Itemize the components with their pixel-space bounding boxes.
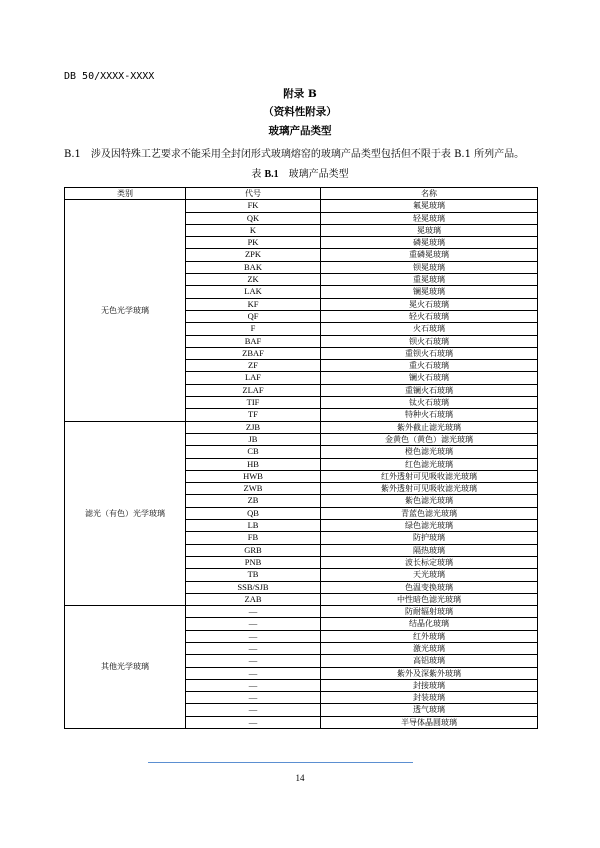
name-cell: 重冕玻璃: [321, 274, 538, 286]
table-row: [65, 200, 538, 212]
code-cell: ZB: [186, 495, 321, 507]
name-cell: 轻冕玻璃: [321, 212, 538, 224]
code-cell: ZPK: [186, 249, 321, 261]
name-cell: 特种火石玻璃: [321, 409, 538, 421]
code-cell: PK: [186, 237, 321, 249]
footer-divider: [148, 762, 413, 763]
name-cell: 磷冕玻璃: [321, 237, 538, 249]
code-cell: SSB/SJB: [186, 581, 321, 593]
header-code: 代号: [186, 188, 321, 200]
code-cell: TF: [186, 409, 321, 421]
name-cell: 绿色滤光玻璃: [321, 520, 538, 532]
code-cell: QK: [186, 212, 321, 224]
name-cell: 红外玻璃: [321, 630, 538, 642]
name-cell: 橙色滤光玻璃: [321, 446, 538, 458]
name-cell: 中性暗色滤光玻璃: [321, 593, 538, 605]
name-cell: 激光玻璃: [321, 642, 538, 654]
code-cell: —: [186, 655, 321, 667]
code-cell: BAF: [186, 335, 321, 347]
table-row: [65, 606, 538, 618]
name-cell: 红色滤光玻璃: [321, 458, 538, 470]
code-cell: ZK: [186, 274, 321, 286]
code-cell: LB: [186, 520, 321, 532]
table-row: [65, 421, 538, 433]
page-number: 14: [295, 773, 305, 783]
code-cell: FB: [186, 532, 321, 544]
header-name: 名称: [321, 188, 538, 200]
name-cell: 紫外及深紫外玻璃: [321, 667, 538, 679]
table-body: [65, 200, 538, 729]
annex-title: 附录 B: [283, 88, 317, 100]
code-cell: ZJB: [186, 421, 321, 433]
document-code: DB 50/XXXX-XXXX: [64, 71, 155, 82]
code-cell: GRB: [186, 544, 321, 556]
code-cell: TB: [186, 569, 321, 581]
code-cell: —: [186, 716, 321, 728]
name-cell: 防耐辐射玻璃: [321, 606, 538, 618]
name-cell: 轻火石玻璃: [321, 310, 538, 322]
code-cell: KF: [186, 298, 321, 310]
category-cell: 无色光学玻璃: [65, 200, 186, 421]
name-cell: 防护玻璃: [321, 532, 538, 544]
name-cell: 钛火石玻璃: [321, 397, 538, 409]
caption-title: 玻璃产品类型: [278, 169, 349, 180]
code-cell: —: [186, 679, 321, 691]
code-cell: ZBAF: [186, 347, 321, 359]
caption-prefix: 表: [251, 169, 265, 180]
code-cell: ZWB: [186, 483, 321, 495]
code-cell: CB: [186, 446, 321, 458]
code-cell: ZLAF: [186, 384, 321, 396]
code-cell: LAF: [186, 372, 321, 384]
name-cell: 钡火石玻璃: [321, 335, 538, 347]
name-cell: 青蓝色滤光玻璃: [321, 507, 538, 519]
name-cell: 透气玻璃: [321, 704, 538, 716]
name-cell: 隔热玻璃: [321, 544, 538, 556]
code-cell: HWB: [186, 470, 321, 482]
name-cell: 高铝玻璃: [321, 655, 538, 667]
name-cell: 氟冕玻璃: [321, 200, 538, 212]
code-cell: LAK: [186, 286, 321, 298]
code-cell: K: [186, 224, 321, 236]
code-cell: BAK: [186, 261, 321, 273]
code-cell: F: [186, 323, 321, 335]
name-cell: 镧火石玻璃: [321, 372, 538, 384]
category-cell: 滤光（有色）光学玻璃: [65, 421, 186, 605]
code-cell: QB: [186, 507, 321, 519]
table-header-row: [65, 188, 538, 200]
name-cell: 结晶化玻璃: [321, 618, 538, 630]
glass-products-table: [64, 187, 538, 729]
name-cell: 天光玻璃: [321, 569, 538, 581]
name-cell: 冕火石玻璃: [321, 298, 538, 310]
name-cell: 半导体晶圆玻璃: [321, 716, 538, 728]
name-cell: 冕玻璃: [321, 224, 538, 236]
code-cell: —: [186, 667, 321, 679]
category-cell: 其他光学玻璃: [65, 606, 186, 729]
code-cell: JB: [186, 433, 321, 445]
name-cell: 重钡火石玻璃: [321, 347, 538, 359]
name-cell: 封装玻璃: [321, 692, 538, 704]
caption-number: B.1: [264, 169, 279, 180]
header-category: 类别: [65, 188, 186, 200]
name-cell: 镧冕玻璃: [321, 286, 538, 298]
name-cell: 紫外截止滤光玻璃: [321, 421, 538, 433]
code-cell: —: [186, 606, 321, 618]
code-cell: QF: [186, 310, 321, 322]
name-cell: 紫色滤光玻璃: [321, 495, 538, 507]
table-caption: [0, 165, 600, 180]
code-cell: PNB: [186, 556, 321, 568]
code-cell: —: [186, 642, 321, 654]
name-cell: 紫外透射可见吸收滤光玻璃: [321, 483, 538, 495]
code-cell: —: [186, 618, 321, 630]
annex-heading: 玻璃产品类型: [268, 125, 332, 137]
name-cell: 色温变换玻璃: [321, 581, 538, 593]
code-cell: ZAB: [186, 593, 321, 605]
name-cell: 重火石玻璃: [321, 360, 538, 372]
name-cell: 红外透射可见吸收滤光玻璃: [321, 470, 538, 482]
code-cell: ZF: [186, 360, 321, 372]
name-cell: 重磷冕玻璃: [321, 249, 538, 261]
code-cell: FK: [186, 200, 321, 212]
name-cell: 火石玻璃: [321, 323, 538, 335]
code-cell: —: [186, 692, 321, 704]
name-cell: 波长标定玻璃: [321, 556, 538, 568]
name-cell: 钡冕玻璃: [321, 261, 538, 273]
name-cell: 金黄色（黄色）滤光玻璃: [321, 433, 538, 445]
code-cell: —: [186, 630, 321, 642]
name-cell: 重镧火石玻璃: [321, 384, 538, 396]
code-cell: TIF: [186, 397, 321, 409]
code-cell: —: [186, 704, 321, 716]
clause-paragraph: B.1 涉及因特殊工艺要求不能采用全封闭形式玻璃熔窑的玻璃产品类型包括但不限于表 B.1 所列产品。: [64, 149, 525, 160]
name-cell: 封接玻璃: [321, 679, 538, 691]
annex-type: （资料性附录）: [263, 106, 337, 118]
code-cell: HB: [186, 458, 321, 470]
